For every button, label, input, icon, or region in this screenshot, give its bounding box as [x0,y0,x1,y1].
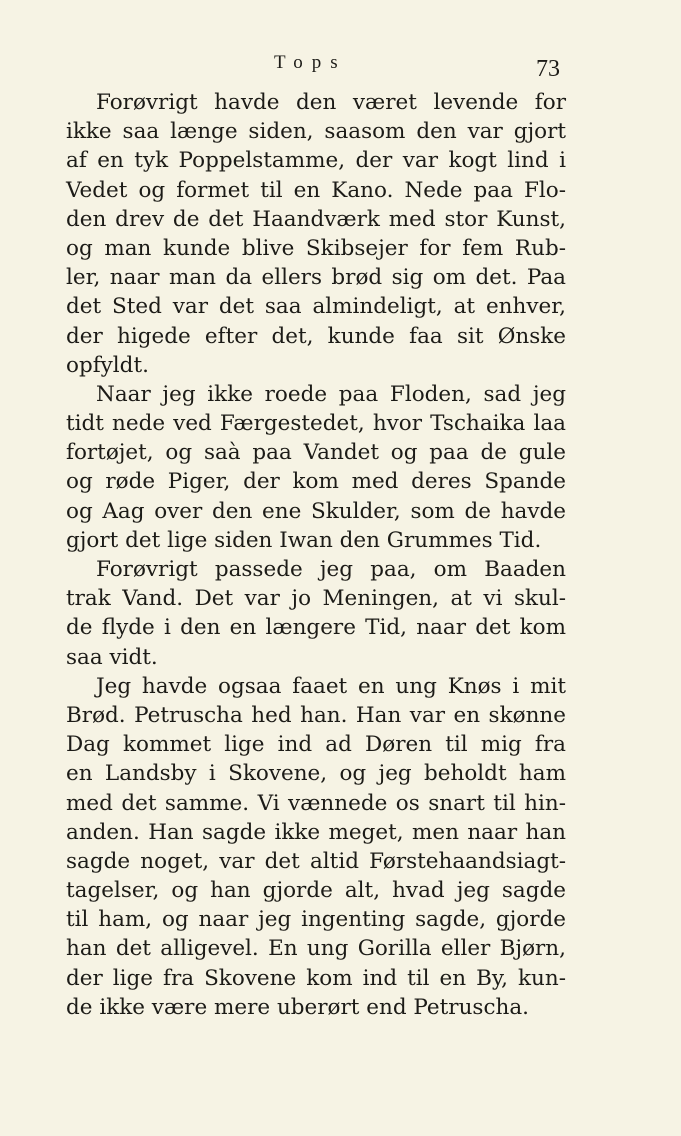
text-line: og man kunde blive Skibsejer for fem Rub- [66,235,566,261]
text-line: anden. Han sagde ikke meget, men naar han [66,819,566,845]
text-line: saa vidt. [66,644,158,670]
text-line: til ham, og naar jeg ingenting sagde, gjorde [66,907,566,933]
running-head [0,46,681,86]
text-line: fortøjet, og saà paa Vandet og paa de gule [66,440,566,466]
text-line: den drev de det Haandværk med stor Kunst, [66,206,566,232]
text-line: Brød. Petruscha hed han. Han var en skønne [66,702,566,728]
text-line: Vedet og formet til en Kano. Nede paa Flo- [66,177,566,203]
text-line: det Sted var det saa almindeligt, at enhver, [66,294,566,320]
text-line: af en tyk Poppelstamme, der var kogt lind i [66,148,566,174]
text-line: der lige fra Skovene kom ind til en By, kun- [66,965,566,991]
text-line: de flyde i den en længere Tid, naar det kom [66,615,566,641]
text-line: Jeg havde ogsaa faaet en ung Knøs i mit [96,673,566,699]
text-line: Naar jeg ikke roede paa Floden, sad jeg [96,381,566,407]
text-line: med det samme. Vi vænnede os snart til hin- [66,790,566,816]
text-line: og røde Piger, der kom med deres Spande [66,469,566,495]
text-line: gjort det lige siden Iwan den Grummes Tid. [66,527,542,553]
body-text [66,88,566,1022]
text-line: ikke saa længe siden, saasom den var gjort [66,119,566,145]
text-line: opfyldt. [66,352,149,378]
text-line: ler, naar man da ellers brød sig om det. Paa [66,265,566,291]
text-line: han det alligevel. En ung Gorilla eller Bjørn, [66,936,566,962]
text-line: der higede efter det, kunde faa sit Ønske [66,323,566,349]
text-line: og Aag over den ene Skulder, som de havde [66,498,566,524]
text-line: tagelser, og han gjorde alt, hvad jeg sagde [66,878,566,904]
text-line: Dag kommet lige ind ad Døren til mig fra [66,732,566,758]
page-number: 73 [536,56,560,82]
text-line: sagde noget, var det altid Førstehaandsiagt- [66,848,566,874]
running-title: Tops [274,52,347,73]
text-line: Forøvrigt havde den været levende for [96,90,566,115]
text-line: trak Vand. Det var jo Meningen, at vi skul- [66,586,566,612]
text-line: Forøvrigt passede jeg paa, om Baaden [96,557,566,582]
text-line: en Landsby i Skovene, og jeg beholdt ham [66,761,566,787]
text-line: tidt nede ved Færgestedet, hvor Tschaika laa [66,411,566,437]
text-line: de ikke være mere uberørt end Petruscha. [66,994,529,1020]
